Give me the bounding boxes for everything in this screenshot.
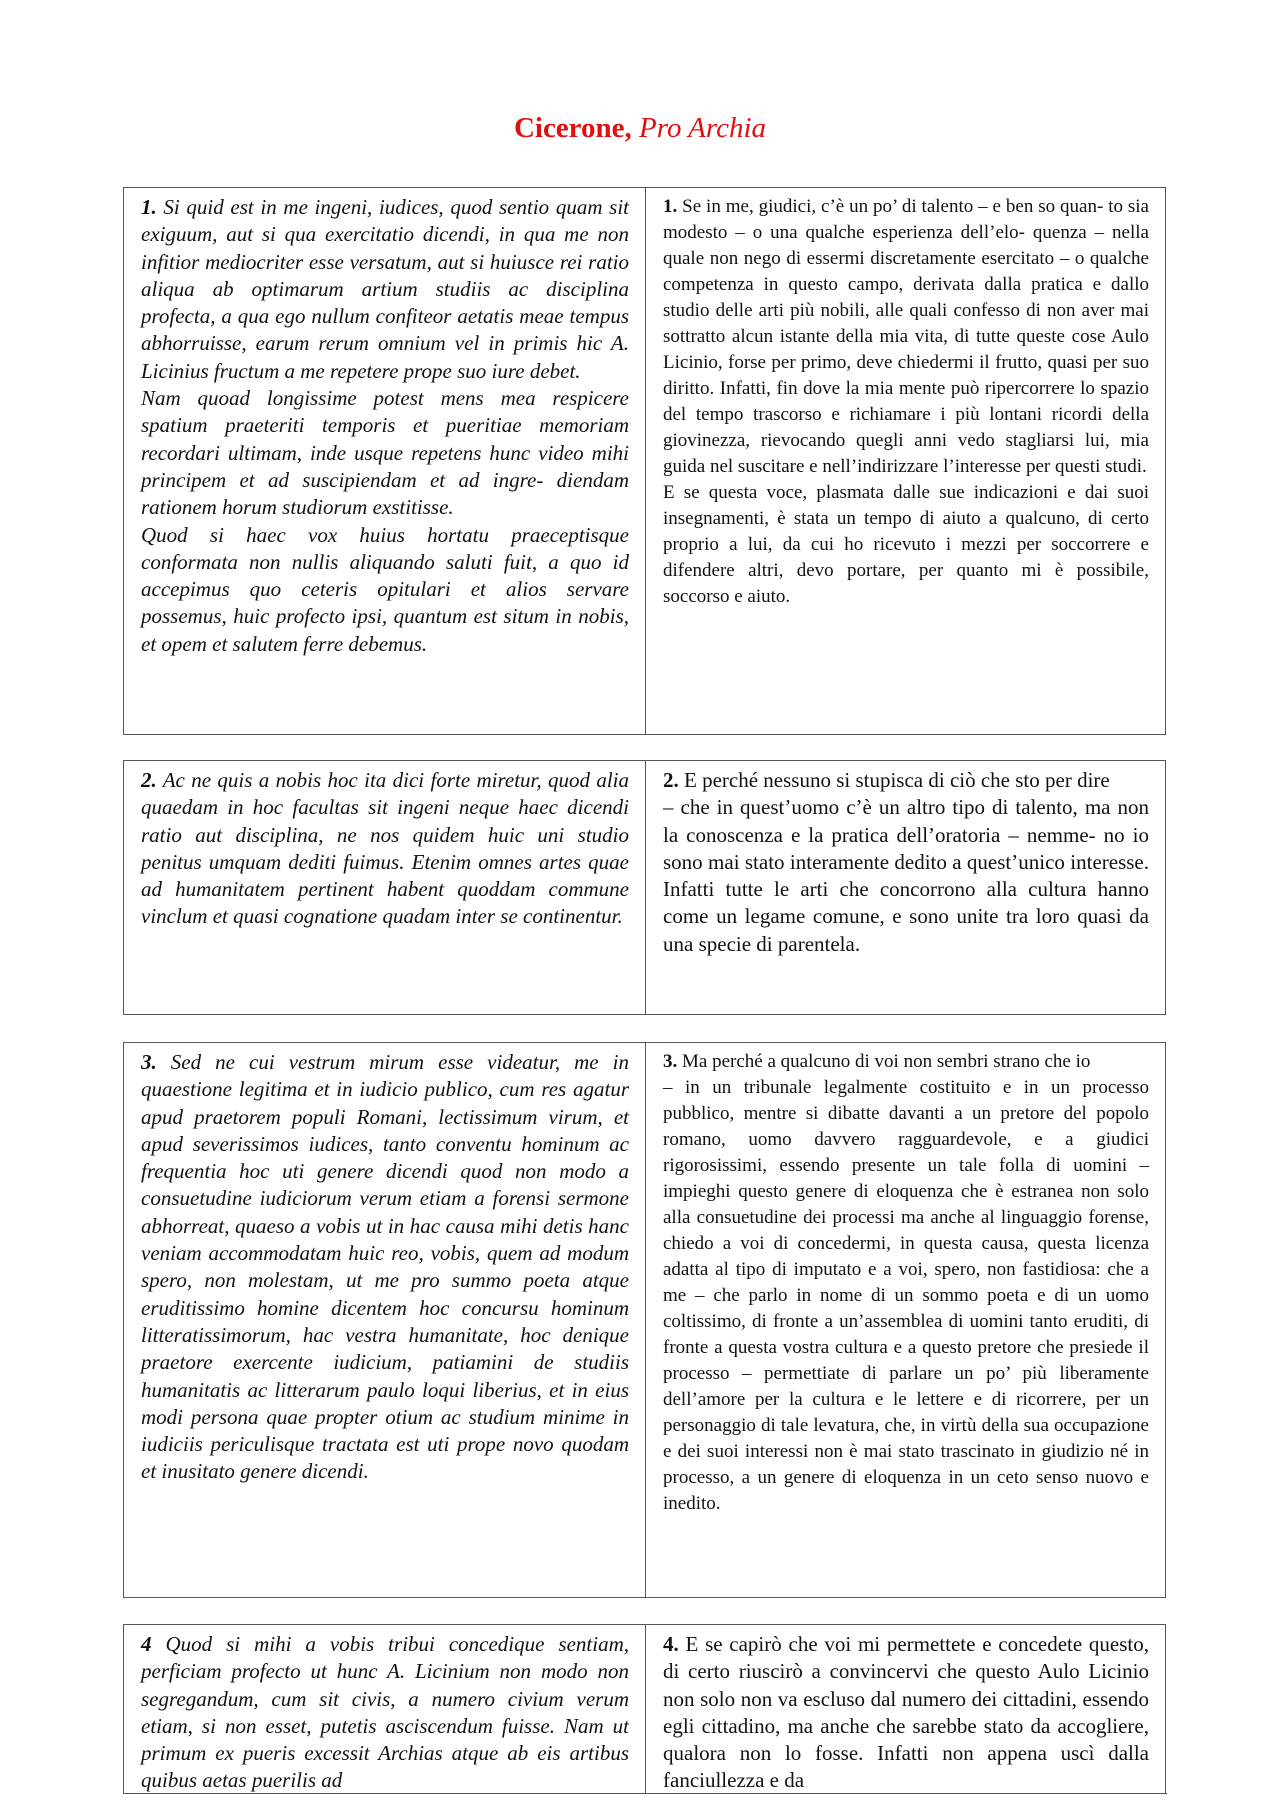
latin-paragraph: Quod si mihi a vobis tribui concedique sentiam, perficiam profecto ut hunc A. Licinium non modo non segregandum, cum sit civis, a numero civium verum etiam, si non esset, putetis asciscendum fuisse. Nam ut primum ex pueris excessit Archias atque ab eis artibus quibus aetas puerilis ad bbox=[141, 1632, 629, 1793]
section-number: 1. bbox=[141, 195, 157, 219]
section-number: 2. bbox=[663, 768, 679, 792]
italian-paragraph: E se capirò che voi mi permettete e concedete questo, di certo riuscirò a convincervi che questo Aulo Licinio non solo non va escluso dal numero dei cittadini, essendo egli cittadino, ma anche che sarebbe stato da accogliere, qualora non lo fosse. Infatti non appena uscì dalla fanciullezza e da bbox=[663, 1632, 1150, 1793]
latin-paragraph: Sed ne cui vestrum mirum esse videatur, me in quaestione legitima et in iudicio publico, cum res agatur apud praetorem populi Romani, lectissimum virum, et apud severissimos iudices, tanto conventu hominum ac frequentia hoc uti genere dicendi quod non modo a consuetudine iudiciorum verum etiam a forensi sermone abhorreat, quaeso a vobis ut in hac causa mihi detis hanc veniam accommodatam huic reo, vobis, quem ad modum spero, non molestam, ut me pro summo poeta atque eruditissimo homine dicentem hoc concursu hominum litteratissimorum, hac vestra humanitate, hoc denique praetore exercente iudicium, patiamini de studiis humanitatis ac litterarum paulo loqui liberius, et in eius modi persona quae propter otium ac studium minime in iudiciis periculisque tractata est uti prope novo quodam et inusitato genere dicendi. bbox=[141, 1050, 629, 1484]
section-3-italian bbox=[646, 1043, 1166, 1598]
italian-paragraph: Ma perché a qualcuno di voi non sembri strano che io bbox=[682, 1051, 1091, 1072]
italian-paragraph: E perché nessuno si stupisca di ciò che sto per dire bbox=[684, 768, 1110, 792]
section-number: 3. bbox=[141, 1050, 157, 1074]
section-2-italian bbox=[646, 761, 1166, 1015]
italian-paragraph: – che in quest’uomo c’è un altro tipo di talento, ma non la conoscenza e la pratica dell’oratoria – nemme- no io sono mai stato interamente dedito a quest’unico interesse. Infatti tutte le arti che concorrono alla cultura hanno come un legame comune, e sono unite tra loro quasi da una specie di parentela. bbox=[663, 795, 1149, 956]
section-number: 4. bbox=[663, 1632, 679, 1656]
section-number: 3. bbox=[663, 1051, 678, 1072]
section-1-italian bbox=[646, 188, 1166, 735]
section-4-bottom-border bbox=[123, 1793, 1167, 1794]
latin-paragraph: Quod si haec vox huius hortatu praeceptisque conformata non nullis aliquando saluti fuit, a quo id accepimus quo ceteris opitulari et alios servare possemus, huic profecto ipsi, quantum est situm in nobis, et opem et salutem ferre debemus. bbox=[141, 522, 629, 656]
section-number: 2. bbox=[141, 768, 157, 792]
title-work: Pro Archia bbox=[639, 112, 767, 144]
title-author: Cicerone, bbox=[513, 112, 632, 144]
latin-paragraph: Ac ne quis a nobis hoc ita dici forte miretur, quod alia quaedam in hoc facultas sit ingeni neque haec dicendi ratio aut disciplina, ne nos quidem huic uni studio penitus umquam dediti fuimus. Etenim omnes artes quae ad humanitatem pertinent habent quoddam commune vinclum et quasi cognatione quadam inter se continentur. bbox=[141, 768, 630, 929]
section-2-latin bbox=[124, 761, 646, 1015]
section-4-latin bbox=[124, 1625, 646, 1795]
section-4-clip bbox=[0, 1624, 1280, 1794]
italian-paragraph: Se in me, giudici, c’è un po’ di talento – e ben so quan- to sia modesto – o una qualche esperienza dell’elo- quenza – nella quale non nego di essermi discretamente esercitato – o qualche competenza in questo campo, derivata dalla pratica e dallo studio delle arti più nobili, alle quali confesso di non aver mai sottratto alcun istante della mia vita, di tutte queste cose Aulo Licinio, forse per primo, deve chiedermi il frutto, quasi per suo diritto. Infatti, fin dove la mia mente può ripercorrere lo spazio del tempo trascorso e richiamare i più lontani ricordi della giovinezza, rievocando quegli anni vedo stagliarsi lui, mia guida nel suscitare e nell’indirizzare l’interesse per questi studi. bbox=[663, 196, 1149, 477]
section-2-table bbox=[123, 760, 1166, 1015]
section-1-latin bbox=[124, 188, 646, 735]
latin-paragraph: Si quid est in me ingeni, iudices, quod sentio quam sit exiguum, aut si qua exercitatio dicendi, in qua me non infitior mediocriter esse versatum, aut si huiusce rei ratio aliqua ab optimarum artium studiis ac disciplina profecta, a qua ego nullum confiteor aetatis meae tempus abhorruisse, earum rerum omnium vel in primis hic A. Licinius fructum a me repetere prope suo iure debet. bbox=[141, 195, 630, 383]
section-3-latin bbox=[124, 1043, 646, 1598]
section-4-italian bbox=[646, 1625, 1166, 1795]
section-1-table bbox=[123, 187, 1166, 735]
latin-paragraph: Nam quoad longissime potest mens mea respicere spatium praeteriti temporis et pueritiae memoriam recordari ultimam, inde usque repetens hunc video mihi principem et ad suscipiendam et ad ingre- diendam rationem horum studiorum exstitisse. bbox=[141, 386, 629, 520]
section-number: 1. bbox=[663, 196, 678, 217]
section-4-table bbox=[123, 1624, 1166, 1794]
section-3-table bbox=[123, 1042, 1166, 1598]
italian-paragraph: – in un tribunale legalmente costituito e in un processo pubblico, mentre si dibatte davanti a un pretore del popolo romano, uomo davvero ragguardevole, e a giudici rigorosissimi, essendo presente un tale folla di uomini – impieghi questo genere di eloquenza che è estranea non solo alla consuetudine dei processi ma anche al linguaggio forense, chiedo a voi di concedermi, in questa causa, questa licenza adatta al tipo di imputato e a voi, spero, non fastidiosa: che a me – che parlo in nome di un sommo poeta e di un uomo coltissimo, di fronte a un’assemblea di uomini tanto eruditi, di fronte a questa vostra cultura e a questo pretore che presiede il processo – permettiate di parlare un po’ più liberamente dell’amore per la cultura e le lettere e di ricorrere, per un personaggio di tale levatura, che, in virtù della sua occupazione e dei suoi interessi non è mai stato trascinato in giudizio né in processo, a un genere di eloquenza in un ceto senso nuovo e inedito. bbox=[663, 1077, 1149, 1514]
page-title bbox=[0, 112, 1280, 145]
section-number: 4 bbox=[141, 1632, 152, 1656]
italian-paragraph: E se questa voce, plasmata dalle sue indicazioni e dai suoi insegnamenti, è stata un tempo di aiuto a qualcuno, di certo proprio a lui, da cui ho ricevuto i mezzi per soccorrere e difendere altri, devo portare, per quanto mi è possibile, soccorso e aiuto. bbox=[663, 482, 1149, 607]
